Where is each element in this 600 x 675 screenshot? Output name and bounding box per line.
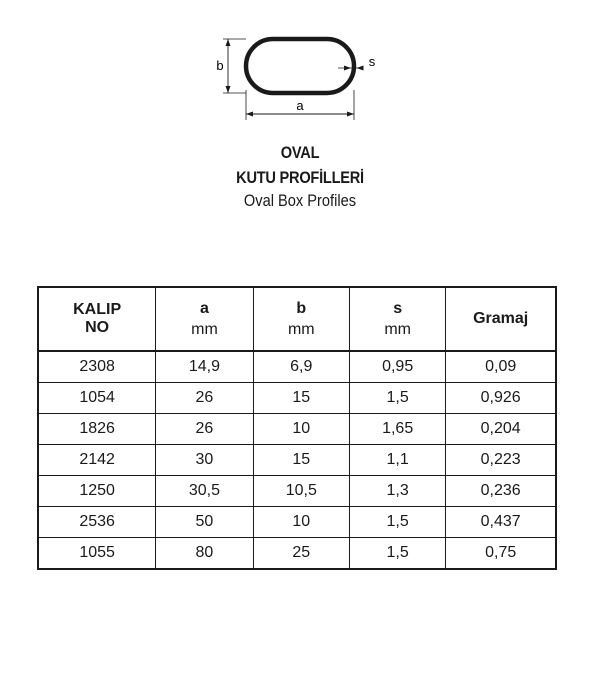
cell-b: 10 xyxy=(253,414,349,445)
cell-s: 1,5 xyxy=(349,507,445,538)
header-s xyxy=(349,287,445,351)
cell-gramaj: 0,926 xyxy=(446,383,556,414)
dimension-a-arrow-right xyxy=(347,112,354,117)
cell-kalip-no: 2308 xyxy=(38,351,156,383)
dimension-a-label: a xyxy=(296,98,304,113)
cell-a: 30,5 xyxy=(156,476,253,507)
table-row xyxy=(38,445,556,476)
header-label-line2: NO xyxy=(85,319,110,336)
oval-profile-diagram xyxy=(200,28,400,128)
profiles-table xyxy=(37,286,557,570)
cell-b: 6,9 xyxy=(253,351,349,383)
cell-s: 1,5 xyxy=(349,538,445,570)
cell-kalip-no: 1826 xyxy=(38,414,156,445)
header-unit: mm xyxy=(287,320,315,338)
oval-tube-outline xyxy=(246,39,354,93)
cell-a: 50 xyxy=(156,507,253,538)
table-row xyxy=(38,383,556,414)
cell-s: 1,65 xyxy=(349,414,445,445)
table-row xyxy=(38,538,556,570)
title-block xyxy=(0,140,600,212)
cell-b: 25 xyxy=(253,538,349,570)
table-row xyxy=(38,351,556,383)
header-unit: mm xyxy=(384,320,411,338)
cell-s: 0,95 xyxy=(349,351,445,383)
cell-kalip-no: 1054 xyxy=(38,383,156,414)
header-label: KALIP xyxy=(73,301,122,318)
cell-b: 10 xyxy=(253,507,349,538)
header-gramaj xyxy=(446,287,556,351)
cell-a: 26 xyxy=(156,383,253,414)
cell-s: 1,5 xyxy=(349,383,445,414)
cell-kalip-no: 2536 xyxy=(38,507,156,538)
oval-profile-drawing xyxy=(200,28,400,128)
header-label: Gramaj xyxy=(473,310,529,327)
cell-gramaj: 0,09 xyxy=(446,351,556,383)
cell-a: 80 xyxy=(156,538,253,570)
cell-a: 26 xyxy=(156,414,253,445)
cell-s: 1,3 xyxy=(349,476,445,507)
header-label: b xyxy=(296,299,307,317)
cell-kalip-no: 1250 xyxy=(38,476,156,507)
title-line-oval: OVAL xyxy=(280,143,320,162)
dimension-b-arrow-top xyxy=(226,39,231,46)
dimension-s-label: s xyxy=(368,54,376,69)
cell-a: 14,9 xyxy=(156,351,253,383)
cell-b: 10,5 xyxy=(253,476,349,507)
header-label: s xyxy=(393,299,403,317)
title-line-english: Oval Box Profiles xyxy=(243,191,357,210)
cell-s: 1,1 xyxy=(349,445,445,476)
cell-b: 15 xyxy=(253,383,349,414)
header-kalip-no xyxy=(38,287,156,351)
dimension-a-arrow-left xyxy=(246,112,253,117)
cell-gramaj: 0,204 xyxy=(446,414,556,445)
cell-gramaj: 0,223 xyxy=(446,445,556,476)
table-row xyxy=(38,414,556,445)
dimension-b-arrow-bottom xyxy=(226,86,231,93)
cell-gramaj: 0,75 xyxy=(446,538,556,570)
header-unit: mm xyxy=(191,320,218,338)
header-label: a xyxy=(199,299,209,317)
table-row xyxy=(38,476,556,507)
cell-a: 30 xyxy=(156,445,253,476)
cell-kalip-no: 1055 xyxy=(38,538,156,570)
cell-kalip-no: 2142 xyxy=(38,445,156,476)
dimension-b-label: b xyxy=(216,58,224,73)
table-header-row xyxy=(38,287,556,351)
title-line-kutu-profilleri: KUTU PROFİLLERİ xyxy=(236,168,364,187)
dimension-s-arrow-in xyxy=(344,66,351,71)
cell-gramaj: 0,236 xyxy=(446,476,556,507)
dimension-s-arrow-out xyxy=(357,66,364,71)
cell-b: 15 xyxy=(253,445,349,476)
cell-gramaj: 0,437 xyxy=(446,507,556,538)
header-a xyxy=(156,287,253,351)
table-row xyxy=(38,507,556,538)
header-b xyxy=(253,287,349,351)
